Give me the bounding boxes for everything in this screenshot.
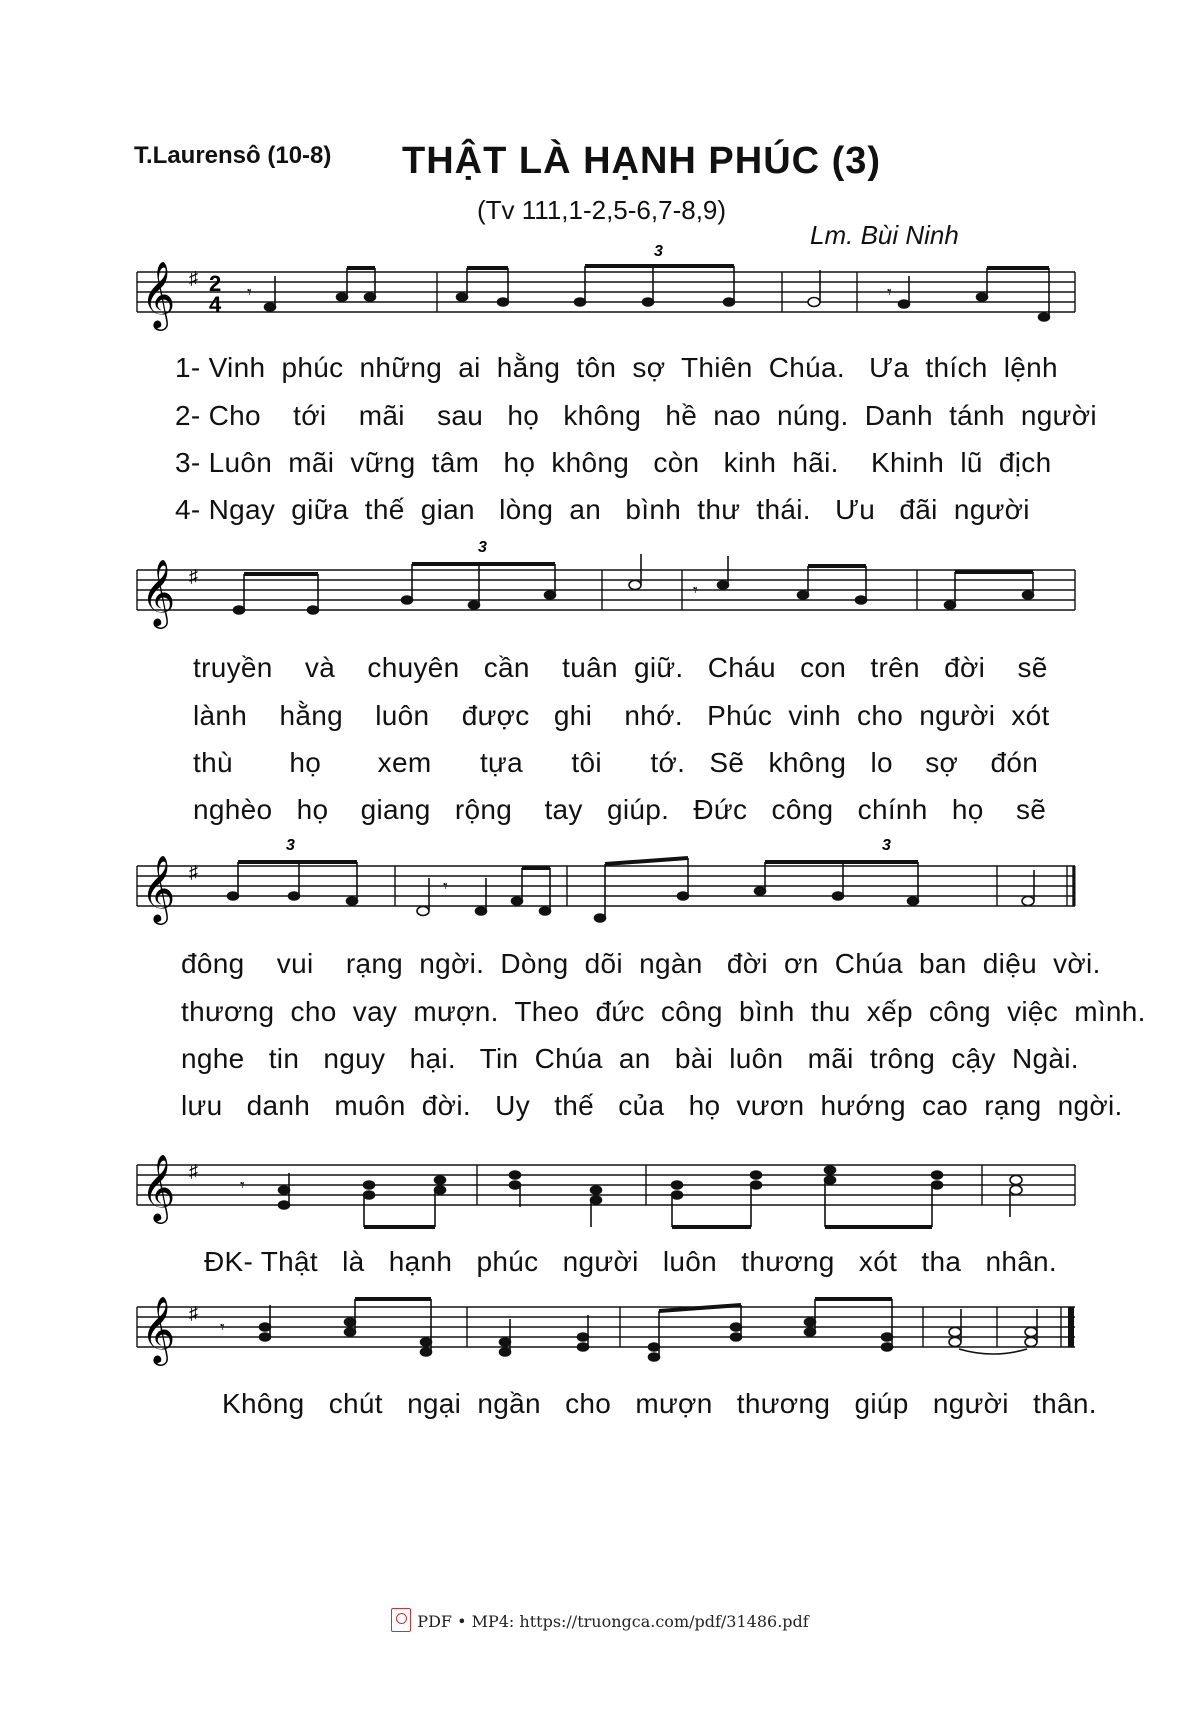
- svg-text:4: 4: [209, 292, 222, 317]
- svg-text:𝄾: 𝄾: [887, 282, 892, 302]
- feast-label: T.Laurensô (10-8): [134, 142, 332, 169]
- psalm-reference: (Tv 111,1-2,5-6,7-8,9): [477, 195, 727, 225]
- svg-text:𝄾: 𝄾: [693, 580, 698, 600]
- svg-text:♯: ♯: [189, 1303, 198, 1323]
- svg-text:♯: ♯: [189, 566, 198, 586]
- staff-refrain-1: [137, 1153, 1075, 1221]
- footer-link[interactable]: PDF • MP4: https://truongca.com/pdf/31486.pdf: [417, 1612, 809, 1631]
- staff-2: [137, 539, 1075, 626]
- verse-4-line-3: lưu danh muôn đời. Uy thế của họ vươn hướng cao rạng ngời.: [181, 1090, 1123, 1121]
- svg-text:3: 3: [654, 243, 663, 260]
- verse-4-line-2: nghèo họ giang rộng tay giúp. Đức công chính họ sẽ: [193, 794, 1047, 825]
- staff-2-notation: [137, 539, 1075, 626]
- svg-text:𝄾: 𝄾: [240, 1175, 245, 1195]
- refrain-line-2: Không chút ngại ngần cho mượn thương giúp người thân.: [222, 1388, 1097, 1419]
- pdf-icon: [391, 1608, 411, 1632]
- verse-3-line-2: thù họ xem tựa tôi tớ. Sẽ không lo sợ đón: [193, 747, 1039, 778]
- song-title: THẬT LÀ HẠNH PHÚC (3): [402, 140, 882, 182]
- verse-3-line-3: nghe tin nguy hại. Tin Chúa an bài luôn mãi trông cậy Ngài.: [181, 1043, 1079, 1074]
- verse-3-line-1: 3- Luôn mãi vững tâm họ không còn kinh hãi. Khinh lũ địch: [175, 447, 1052, 478]
- svg-text:𝄞: 𝄞: [141, 558, 176, 626]
- verse-1-line-1: 1- Vinh phúc những ai hằng tôn sợ Thiên Chúa. Ưa thích lệnh: [175, 352, 1058, 383]
- svg-text:𝄾: 𝄾: [443, 876, 448, 896]
- svg-text:𝄞: 𝄞: [141, 1153, 176, 1221]
- svg-text:𝄞: 𝄞: [141, 260, 176, 328]
- verse-2-line-1: 2- Cho tới mãi sau họ không hề nao núng. Danh tánh người: [175, 400, 1097, 431]
- verse-1-line-2: truyền và chuyên cần tuân giữ. Cháu con trên đời sẽ: [193, 652, 1048, 683]
- verse-2-line-3: thương cho vay mượn. Theo đức công bình thu xếp công việc mình.: [181, 996, 1146, 1027]
- svg-text:𝄞: 𝄞: [141, 854, 176, 922]
- svg-text:𝄾: 𝄾: [247, 282, 252, 302]
- svg-text:♯: ♯: [189, 1161, 198, 1181]
- staff-refrain-2: [137, 1295, 1075, 1363]
- refrain-line-1: ĐK- Thật là hạnh phúc người luôn thương xót tha nhân.: [204, 1246, 1058, 1277]
- svg-text:♯: ♯: [189, 862, 198, 882]
- footer: [0, 1608, 1200, 1632]
- staff-refrain-1-notation: [137, 1153, 1075, 1221]
- svg-text:3: 3: [882, 837, 891, 854]
- verse-4-line-1: 4- Ngay giữa thế gian lòng an bình thư thái. Ưu đãi người: [175, 494, 1030, 525]
- verse-1-line-3: đông vui rạng ngời. Dòng dõi ngàn đời ơn Chúa ban diệu vời.: [181, 948, 1101, 979]
- svg-text:3: 3: [478, 539, 487, 556]
- staff-1-notation: [137, 243, 1075, 328]
- staff-1: [137, 243, 1075, 328]
- verse-2-line-2: lành hằng luôn được ghi nhớ. Phúc vinh cho người xót: [193, 700, 1050, 731]
- staff-3: [137, 837, 1075, 922]
- svg-text:♯: ♯: [189, 268, 198, 288]
- svg-text:𝄾: 𝄾: [220, 1317, 225, 1337]
- svg-text:2: 2: [209, 271, 222, 296]
- composer: Lm. Bùi Ninh: [810, 220, 959, 250]
- staff-3-notation: [137, 837, 1075, 922]
- svg-text:3: 3: [286, 837, 295, 854]
- svg-text:𝄞: 𝄞: [141, 1295, 176, 1363]
- staff-refrain-2-notation: [137, 1295, 1075, 1363]
